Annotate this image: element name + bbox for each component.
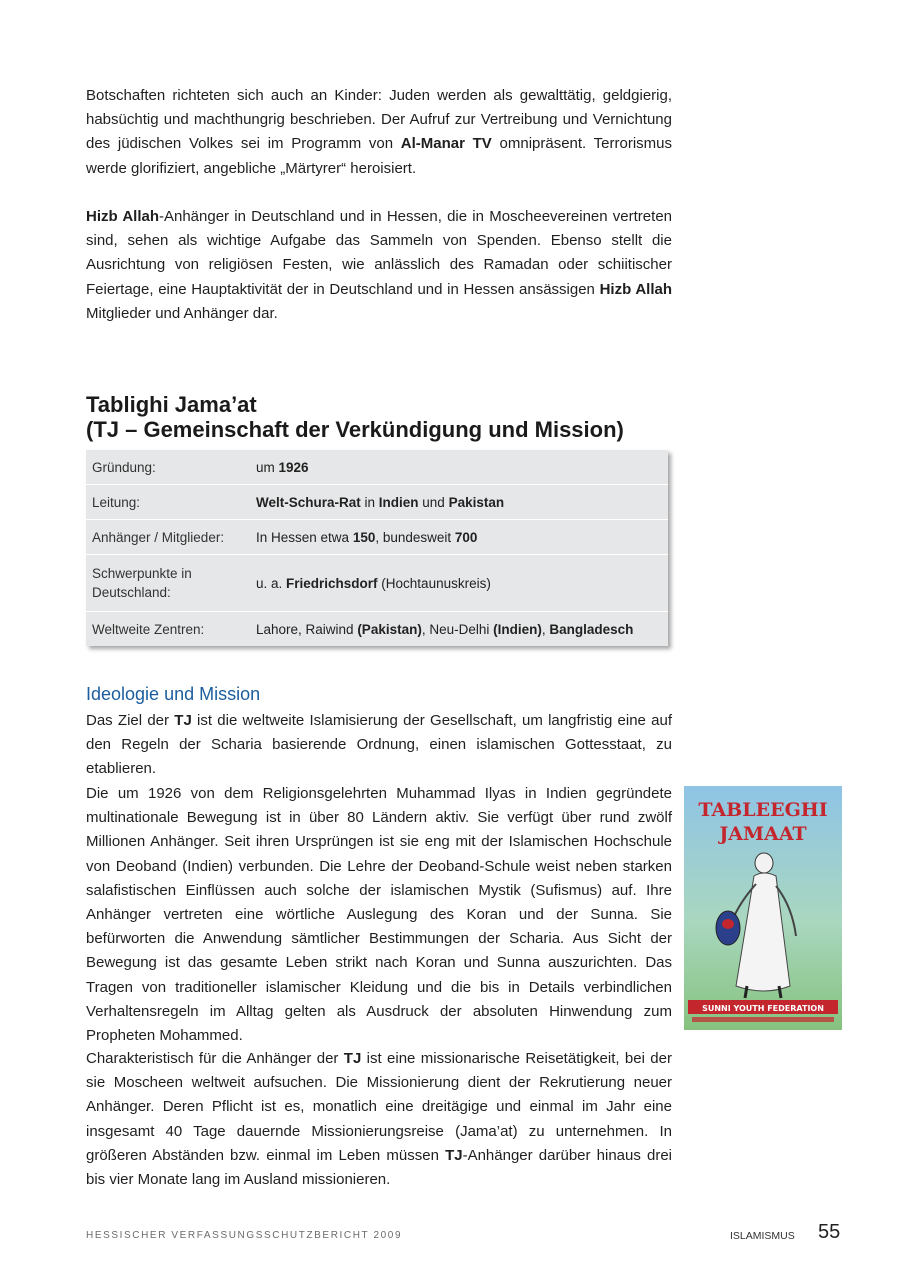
- book-publisher: SUNNI YOUTH FEDERATION: [702, 1004, 824, 1013]
- heading-line-2: (TJ – Gemeinschaft der Verkündigung und Mission): [86, 417, 624, 442]
- fact-row-focus: [86, 555, 668, 612]
- goal-paragraph: Das Ziel der TJ ist die weltweite Islamisierung der Gesellschaft, um langfristig eine auf den Regeln der Scharia basierende Ordnung, einen islamischen Gottesstaat, zu etablieren.: [86, 712, 672, 778]
- fact-value: Welt-Schura-Rat in Indien und Pakistan: [256, 494, 505, 510]
- fact-value: In Hessen etwa 150, bundesweit 700: [256, 529, 478, 545]
- fact-label: Leitung:: [92, 494, 141, 510]
- book-cover-image: [684, 786, 842, 1030]
- fact-label: Gründung:: [92, 459, 156, 475]
- footer-publication-title: HESSISCHER VERFASSUNGSSCHUTZBERICHT 2009: [86, 1230, 403, 1241]
- intro-paragraph: Botschaften richteten sich auch an Kinder: Juden werden als gewalttätig, geldgierig, habsüchtig und machthungrig beschrieben. Der Aufruf zur Vertreibung und Vernichtung des jüdischen Volkes sei im Programm von Al-Manar TV omnipräsent. Terrorismus werde glorifiziert, angebliche „Märtyrer“ heroisiert.: [86, 87, 672, 177]
- fact-label: Weltweite Zentren:: [92, 621, 205, 637]
- fact-value: um 1926: [256, 459, 309, 475]
- fact-row-members: [86, 520, 668, 555]
- book-cover-illustration: [684, 786, 842, 1030]
- fact-row-leadership: [86, 485, 668, 520]
- book-title-line-1: TABLEEGHI: [698, 799, 828, 821]
- robed-figure-illustration: [716, 853, 796, 998]
- organization-heading: [86, 392, 686, 442]
- fact-label: Anhänger / Mitglieder:: [92, 529, 225, 545]
- movement-paragraph: Die um 1926 von dem Religionsgelehrten Muhammad Ilyas in Indien gegründete multinationale Bewegung ist in über 80 Ländern aktiv. Sie verfügt über rund zwölf Millionen Anhänger. Seit ihren Ursprüngen ist sie eng mit der Islamischen Hochschule von Deoband (Indien) verbunden. Die Lehre der Deoband-Schule weist neben starken salafistischen Einflüssen auch solche der islamischen Mystik (Sufismus) auf. Ihre Anhänger vertreten eine wörtliche Auslegung des Koran und der Sunna. Sie befürworten die Anwendung sämtlicher Bestimmungen der Scharia. Aus Sicht der Bewegung ist das gesamte Leben strikt nach Koran und Sunna auszurichten. Das Tragen von traditioneller islamischer Kleidung und die bis in Details verbindlichen Verhaltensregeln im Alltag gelten als Ausdruck der absoluten Hinwendung zum Propheten Mohammed.: [86, 785, 672, 1045]
- book-title-line-2: JAMAAT: [719, 823, 807, 845]
- fact-table: [86, 450, 668, 646]
- page-number: 55: [818, 1221, 841, 1243]
- fact-row-founding: [86, 450, 668, 485]
- fact-value: u. a. Friedrichsdorf (Hochtaunuskreis): [256, 575, 491, 591]
- fact-label: Schwerpunkte in Deutschland:: [92, 566, 192, 600]
- hizb-allah-paragraph: Hizb Allah-Anhänger in Deutschland und in Hessen, die in Moscheevereinen vertreten sind, sehen als wichtige Aufgabe das Sammeln von Spenden. Ebenso stellt die Ausrichtung von religiösen Festen, wie anlässlich des Ramadan oder schiitischer Feiertage, eine Hauptaktivität der in Deutschland und in Hessen ansässigen Hizb Allah Mitglieder und Anhänger dar.: [86, 208, 673, 322]
- mission-paragraph: Charakteristisch für die Anhänger der TJ ist eine missionarische Reisetätigkeit, bei der sie Moscheen weltweit aufsuchen. Die Missionierung dient der Rekrutierung neuer Anhänger. Deren Pflicht ist es, monatlich eine dreitägige und einmal im Jahr eine insgesamt 40 Tage dauernde Missionierungsreise (Jama’at) zu unternehmen. In größeren Abständen bzw. einmal im Leben müssen TJ-Anhänger darüber hinaus drei bis vier Monate lang im Ausland missionieren.: [86, 1050, 673, 1189]
- heading-line-1: Tablighi Jama’at: [86, 392, 257, 417]
- footer-section-name: ISLAMISMUS: [730, 1230, 795, 1242]
- section-heading: Ideologie und Mission: [86, 684, 261, 704]
- fact-value: Lahore, Raiwind (Pakistan), Neu-Delhi (Indien), Bangladesch: [256, 621, 634, 637]
- fact-row-centers: [86, 612, 668, 646]
